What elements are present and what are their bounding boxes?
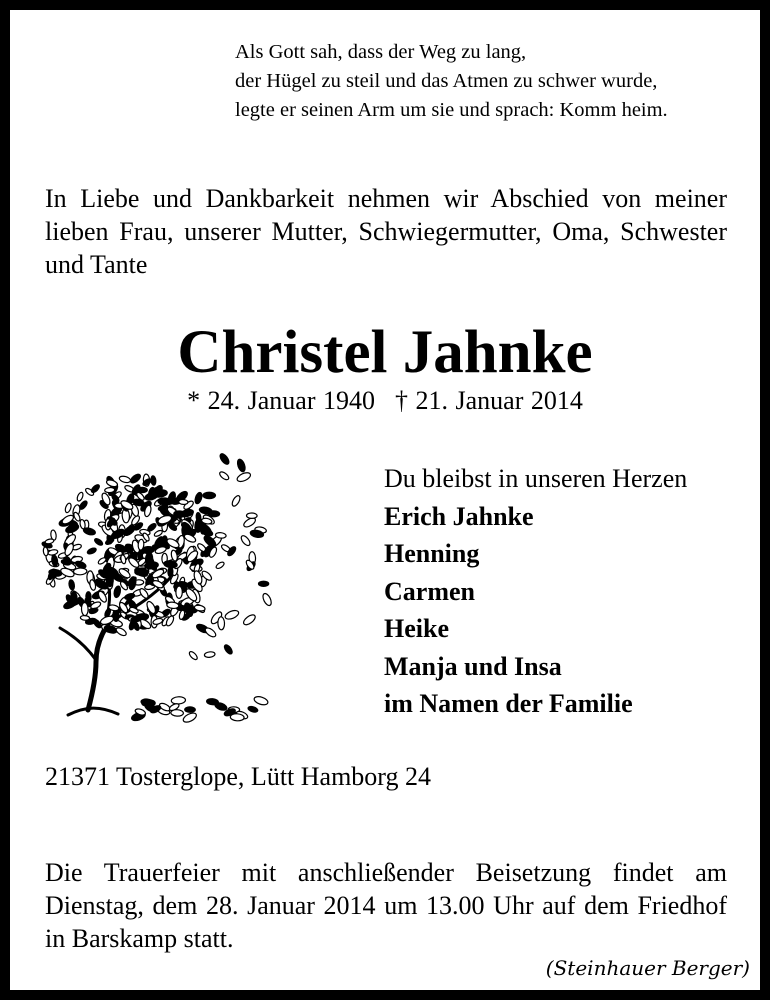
windblown-tree-icon	[38, 438, 278, 728]
mourners	[384, 460, 754, 723]
deceased-name: Christel Jahnke	[177, 319, 593, 386]
mourner-name: Heike	[384, 614, 449, 643]
poem	[235, 38, 745, 125]
service-info: Die Trauerfeier mit anschließender Beisetzung findet am Dienstag, dem 28. Januar 2014 um 13.00 Uhr auf dem Friedhof in Barskamp statt.	[45, 858, 727, 953]
birth-date: * 24. Januar 1940	[187, 386, 375, 415]
poem-line: Als Gott sah, dass der Weg zu lang,	[235, 41, 527, 63]
death-date: † 21. Januar 2014	[395, 386, 583, 415]
mourners-lead: Du bleibst in unseren Herzen	[384, 464, 688, 493]
mourner-name: Henning	[384, 539, 480, 568]
mourner-name: im Namen der Familie	[384, 689, 633, 718]
intro-text: In Liebe und Dankbarkeit nehmen wir Abschied von meiner lieben Frau, unserer Mutter, Schwiegermutter, Oma, Schwester und Tante	[45, 184, 727, 279]
undertaker-signature: (Steinhauer Berger)	[545, 956, 750, 980]
mourner-name: Carmen	[384, 576, 475, 606]
mourner-name: Manja und Insa	[384, 651, 562, 681]
address: 21371 Tosterglope, Lütt Hamborg 24	[45, 762, 431, 791]
poem-line: der Hügel zu steil und das Atmen zu schwer wurde,	[235, 70, 658, 92]
life-dates	[0, 384, 770, 418]
mourner-name: Erich Jahnke	[384, 501, 534, 531]
poem-line: legte er seinen Arm um sie und sprach: Komm heim.	[235, 99, 668, 121]
